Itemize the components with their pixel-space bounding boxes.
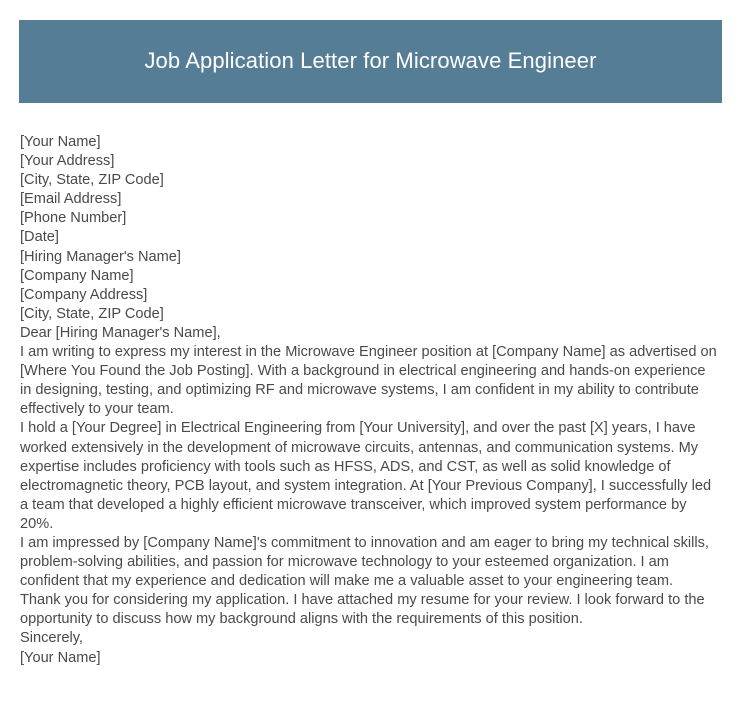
letter-body	[20, 133, 717, 668]
salutation: Dear [Hiring Manager's Name],	[20, 324, 221, 341]
sender-line-email: [Email Address]	[20, 191, 122, 208]
closing: Sincerely,	[20, 630, 83, 647]
sender-line-city: [City, State, ZIP Code]	[20, 172, 164, 189]
sender-line-address: [Your Address]	[20, 153, 115, 170]
recipient-line-city: [City, State, ZIP Code]	[20, 305, 164, 322]
sender-line-date: [Date]	[20, 229, 59, 246]
sender-line-phone: [Phone Number]	[20, 210, 127, 227]
signature-name: [Your Name]	[20, 649, 101, 666]
body-paragraph-1: I am writing to express my interest in the Microwave Engineer position at [Company Name] as advertised on [Where You Found the Job Posting]. With a background in electrical engineering and hands-on experience in designing, testing, and optimizing RF and microwave systems, I am confident in my ability to contribute effectively to your team.	[20, 344, 717, 418]
recipient-line-address: [Company Address]	[20, 286, 148, 303]
body-paragraph-4: Thank you for considering my application. I have attached my resume for your review. I look forward to the opportunity to discuss how my background aligns with the requirements of this position.	[20, 592, 705, 628]
sender-line-name: [Your Name]	[20, 134, 101, 150]
body-paragraph-2: I hold a [Your Degree] in Electrical Engineering from [Your University], and over the past [X] years, I have worked extensively in the development of microwave circuits, antennas, and communication systems. My expertise includes proficiency with tools such as HFSS, ADS, and CST, as well as solid knowledge of electromagnetic theory, PCB layout, and system integration. At [Your Previous Company], I successfully led a team that developed a highly efficient microwave transceiver, which improved system performance by 20%.	[20, 420, 712, 532]
recipient-line-company: [Company Name]	[20, 267, 134, 284]
page-title: Job Application Letter for Microwave Engineer	[144, 48, 597, 74]
recipient-line-manager: [Hiring Manager's Name]	[20, 248, 181, 265]
title-banner	[19, 20, 722, 103]
body-paragraph-3: I am impressed by [Company Name]'s commitment to innovation and am eager to bring my technical skills, problem-solving abilities, and passion for microwave technology to your esteemed organization. I am confident that my experience and dedication will make me a valuable asset to your engineering team.	[20, 534, 709, 590]
